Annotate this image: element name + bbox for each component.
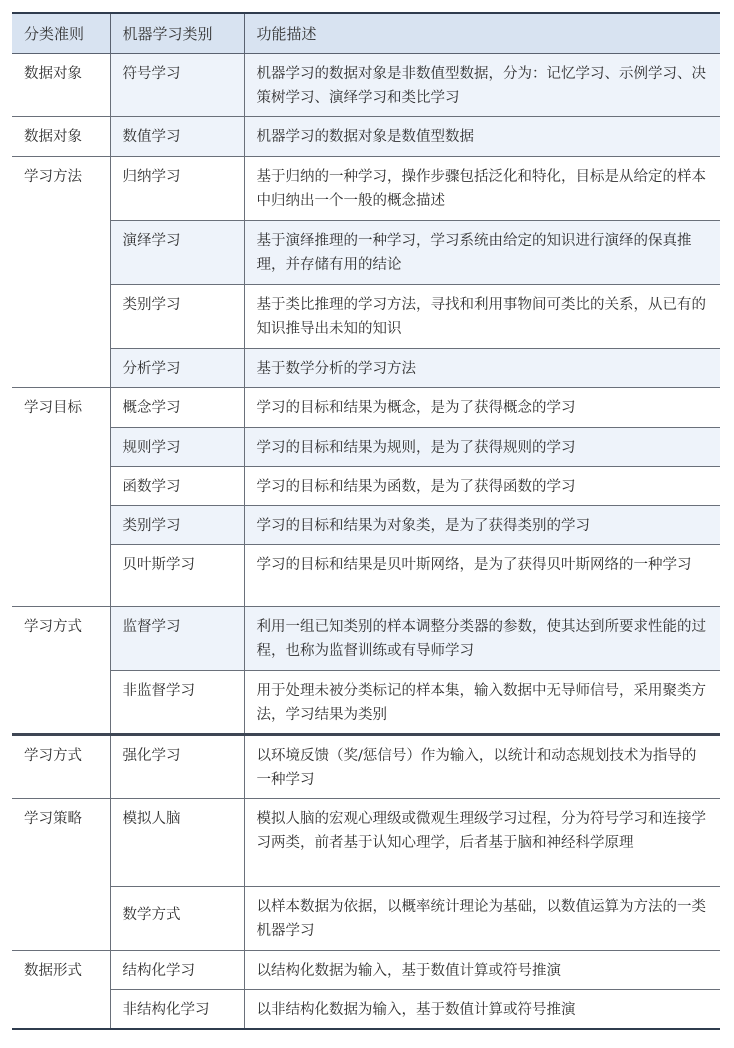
category-cell: 数学方式	[110, 887, 244, 951]
category-cell: 强化学习	[110, 735, 244, 799]
description-cell: 基于类比推理的学习方法，寻找和利用事物间可类比的关系，从已有的知识推导出未知的知识	[244, 285, 720, 349]
category-cell: 监督学习	[110, 607, 244, 671]
criterion-cell: 学习方式	[12, 735, 110, 799]
criterion-cell: 数据对象	[12, 117, 110, 157]
table-row	[12, 545, 720, 607]
category-cell: 演绎学习	[110, 221, 244, 285]
table-row	[12, 467, 720, 506]
category-cell: 归纳学习	[110, 157, 244, 221]
table-row	[12, 349, 720, 388]
table-row	[12, 671, 720, 735]
table-row	[12, 388, 720, 428]
category-cell: 数值学习	[110, 117, 244, 157]
description-cell: 利用一组已知类别的样本调整分类器的参数，使其达到所要求性能的过程，也称为监督训练或有导师学习	[244, 607, 720, 671]
criterion-cell: 学习方式	[12, 607, 110, 735]
category-cell: 类别学习	[110, 506, 244, 545]
table-row	[12, 157, 720, 221]
description-cell: 机器学习的数据对象是非数值型数据，分为：记忆学习、示例学习、决策树学习、演绎学习和类比学习	[244, 54, 720, 117]
table-row	[12, 887, 720, 951]
table-row	[12, 735, 720, 799]
table-row	[12, 285, 720, 349]
header-category: 机器学习类别	[110, 13, 244, 54]
table-row	[12, 221, 720, 285]
ml-classification-table	[12, 12, 720, 1030]
category-cell: 结构化学习	[110, 951, 244, 990]
category-cell: 分析学习	[110, 349, 244, 388]
description-cell: 学习的目标和结果为函数，是为了获得函数的学习	[244, 467, 720, 506]
category-cell: 模拟人脑	[110, 799, 244, 887]
description-cell: 机器学习的数据对象是数值型数据	[244, 117, 720, 157]
description-cell: 以样本数据为依据，以概率统计理论为基础，以数值运算为方法的一类机器学习	[244, 887, 720, 951]
description-cell: 基于归纳的一种学习，操作步骤包括泛化和特化，目标是从给定的样本中归纳出一个一般的概念描述	[244, 157, 720, 221]
category-cell: 符号学习	[110, 54, 244, 117]
category-cell: 非结构化学习	[110, 990, 244, 1030]
category-cell: 函数学习	[110, 467, 244, 506]
category-cell: 非监督学习	[110, 671, 244, 735]
criterion-cell: 数据对象	[12, 54, 110, 117]
category-cell: 规则学习	[110, 428, 244, 467]
description-cell: 学习的目标和结果为概念，是为了获得概念的学习	[244, 388, 720, 428]
category-cell: 类别学习	[110, 285, 244, 349]
table-row	[12, 990, 720, 1030]
table-row	[12, 951, 720, 990]
table-row	[12, 607, 720, 671]
criterion-cell: 数据形式	[12, 951, 110, 1030]
table-row	[12, 799, 720, 887]
table-row	[12, 428, 720, 467]
header-row	[12, 13, 720, 54]
description-cell: 以结构化数据为输入，基于数值计算或符号推演	[244, 951, 720, 990]
description-cell: 学习的目标和结果是贝叶斯网络，是为了获得贝叶斯网络的一种学习	[244, 545, 720, 607]
description-cell: 用于处理未被分类标记的样本集，输入数据中无导师信号，采用聚类方法，学习结果为类别	[244, 671, 720, 735]
description-cell: 基于演绎推理的一种学习，学习系统由给定的知识进行演绎的保真推理，并存储有用的结论	[244, 221, 720, 285]
criterion-cell: 学习方法	[12, 157, 110, 388]
table-row	[12, 54, 720, 117]
ml-classification-table-frame	[12, 12, 720, 1030]
header-description: 功能描述	[244, 13, 720, 54]
description-cell: 以非结构化数据为输入，基于数值计算或符号推演	[244, 990, 720, 1030]
table-row	[12, 506, 720, 545]
category-cell: 概念学习	[110, 388, 244, 428]
description-cell: 学习的目标和结果为规则，是为了获得规则的学习	[244, 428, 720, 467]
criterion-cell: 学习策略	[12, 799, 110, 951]
description-cell: 基于数学分析的学习方法	[244, 349, 720, 388]
description-cell: 学习的目标和结果为对象类，是为了获得类别的学习	[244, 506, 720, 545]
description-cell: 以环境反馈（奖/惩信号）作为输入，以统计和动态规划技术为指导的一种学习	[244, 735, 720, 799]
description-cell: 模拟人脑的宏观心理级或微观生理级学习过程，分为符号学习和连接学习两类，前者基于认知心理学，后者基于脑和神经科学原理	[244, 799, 720, 887]
header-criterion: 分类准则	[12, 13, 110, 54]
table-row	[12, 117, 720, 157]
category-cell: 贝叶斯学习	[110, 545, 244, 607]
criterion-cell: 学习目标	[12, 388, 110, 607]
